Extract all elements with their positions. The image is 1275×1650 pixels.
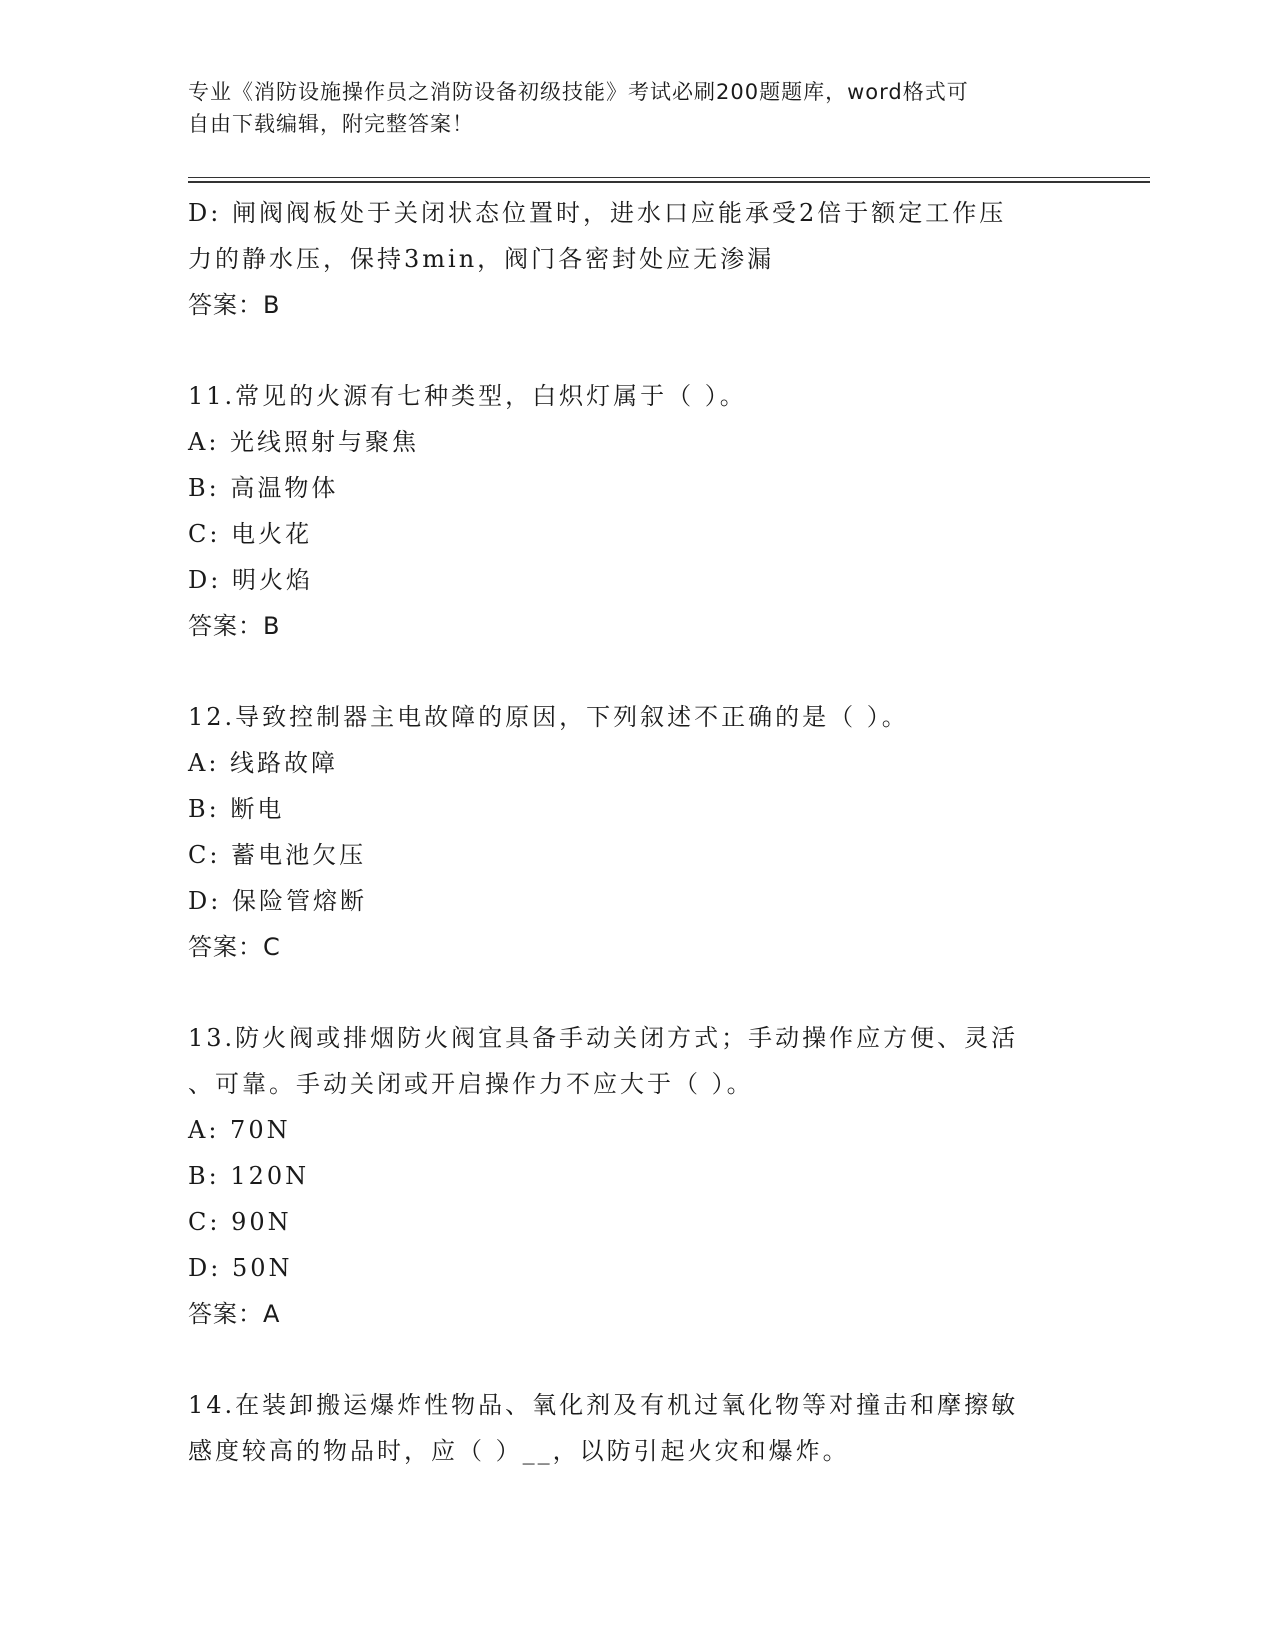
answer: 答案：B	[188, 612, 281, 640]
option-b: B: 断电	[188, 795, 285, 823]
option-c: C: 电火花	[188, 520, 313, 548]
header-line-2: 自由下载编辑，附完整答案！	[188, 112, 474, 136]
header-divider-thick	[188, 181, 1150, 183]
option-d: D: 闸阀阀板处于关闭状态位置时，进水口应能承受2倍于额定工作压	[188, 199, 1007, 227]
option-d: D: 50N	[188, 1254, 293, 1282]
spacer	[188, 970, 1088, 1015]
option-a: A: 线路故障	[188, 749, 339, 777]
question-stem-continued: 、可靠。手动关闭或开启操作力不应大于（ ）。	[188, 1070, 754, 1098]
question-stem: 14.在装卸搬运爆炸性物品、氧化剂及有机过氧化物等对撞击和摩擦敏	[188, 1391, 1019, 1419]
header-line-1: 专业《消防设施操作员之消防设备初级技能》考试必刷200题题库，word格式可	[188, 80, 969, 104]
question-stem: 12.导致控制器主电故障的原因，下列叙述不正确的是（ ）。	[188, 703, 909, 731]
spacer	[188, 1337, 1088, 1382]
question-stem-continued: 感度较高的物品时，应（ ）__，以防引起火灾和爆炸。	[188, 1437, 850, 1465]
option-d-continued: 力的静水压，保持3min，阀门各密封处应无渗漏	[188, 245, 775, 273]
spacer	[188, 649, 1088, 694]
option-d: D: 明火焰	[188, 566, 313, 594]
option-a: A: 光线照射与聚焦	[188, 428, 420, 456]
option-c: C: 蓄电池欠压	[188, 841, 367, 869]
question-13	[188, 1015, 1088, 1337]
answer: 答案：A	[188, 1300, 281, 1328]
header-divider-thin	[188, 177, 1150, 178]
answer: 答案：C	[188, 933, 281, 961]
question-10-tail	[188, 190, 1088, 328]
question-list	[188, 190, 1088, 1474]
option-a: A: 70N	[188, 1116, 291, 1144]
document-header	[188, 76, 1088, 140]
question-14	[188, 1382, 1088, 1474]
spacer	[188, 328, 1088, 373]
question-11	[188, 373, 1088, 649]
option-b: B: 120N	[188, 1162, 310, 1190]
option-b: B: 高温物体	[188, 474, 339, 502]
question-stem: 13.防火阀或排烟防火阀宜具备手动关闭方式；手动操作应方便、灵活	[188, 1024, 1019, 1052]
question-12	[188, 694, 1088, 970]
option-c: C: 90N	[188, 1208, 292, 1236]
option-d: D: 保险管熔断	[188, 887, 367, 915]
question-stem: 11.常见的火源有七种类型，白炽灯属于（ ）。	[188, 382, 747, 410]
answer: 答案：B	[188, 291, 281, 319]
